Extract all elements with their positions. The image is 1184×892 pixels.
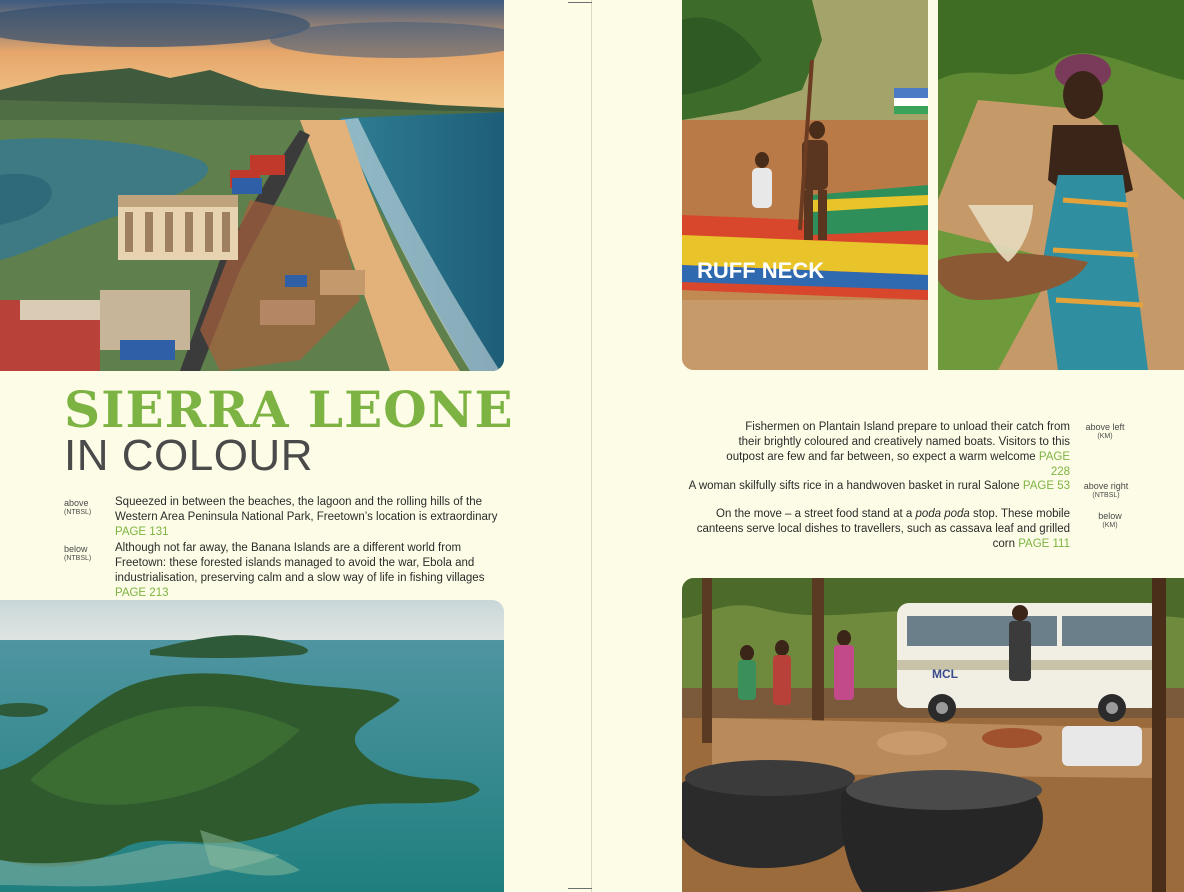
page-reference-link[interactable]: PAGE 213	[115, 587, 169, 599]
caption-body: Although not far away, the Banana Islands are a different world from Freetown: these forested islands managed to avoid the war, Ebola and industrialisation, preserving calm and a slow way of life in fishing villages	[115, 542, 485, 584]
caption-credit: (NTBSL)	[1092, 492, 1120, 499]
caption-text	[692, 507, 1070, 552]
caption-position: above right	[1083, 481, 1129, 491]
caption-position: above left	[1085, 422, 1125, 432]
caption-above	[0, 495, 592, 538]
caption-text	[115, 495, 505, 540]
caption-body: Squeezed in between the beaches, the lagoon and the rolling hills of the Western Area Peninsula National Park, Freetown’s location is extraordinary	[115, 496, 498, 523]
woman-sifting-rice-photo	[938, 0, 1184, 370]
caption-position-label	[1088, 511, 1132, 531]
street-food-stand-photo	[682, 578, 1184, 892]
caption-position-label	[1076, 481, 1136, 501]
caption-position-label	[64, 544, 91, 564]
page-reference-link[interactable]: PAGE 228	[1038, 451, 1070, 478]
caption-italic: poda poda	[915, 508, 970, 520]
caption-body-end: stop. These mobile canteens serve local dishes to travellers, such as cassava leaf and grilled corn	[696, 508, 1070, 550]
caption-text	[115, 541, 505, 601]
caption-body: Fishermen on Plantain Island prepare to unload their catch from their brightly coloured and creatively named boats. Visitors to this outpost are few and far between, so expect a warm welcome	[726, 421, 1070, 463]
caption-position: below	[1098, 511, 1122, 521]
fishermen-boat-photo	[682, 0, 928, 370]
caption-credit: (KM)	[1097, 433, 1113, 440]
caption-body: A woman skilfully sifts rice in a handwoven basket in rural Salone	[688, 480, 1020, 492]
caption-position: below	[64, 544, 88, 554]
caption-credit: (KM)	[1102, 522, 1118, 529]
caption-above-right	[592, 479, 1184, 503]
page-title: SIERRA LEONE	[64, 380, 514, 439]
right-page	[592, 0, 1184, 892]
van-lettering: MCL	[932, 667, 958, 681]
caption-credit: (NTBSL)	[64, 555, 92, 562]
caption-text	[722, 420, 1070, 480]
page-reference-link[interactable]: PAGE 111	[1018, 538, 1070, 550]
page-reference-link[interactable]: PAGE 53	[1022, 480, 1070, 492]
caption-position: above	[64, 498, 89, 508]
caption-position-label	[1082, 422, 1128, 442]
caption-below	[0, 541, 592, 599]
caption-above-left	[592, 420, 1184, 478]
boat-name-text: RUFF NECK	[697, 258, 825, 283]
caption-body-start: On the move – a street food stand at a	[716, 508, 916, 520]
page-reference-link[interactable]: PAGE 131	[115, 526, 169, 538]
caption-position-label	[64, 498, 91, 518]
caption-text	[672, 479, 1070, 494]
freetown-aerial-photo	[0, 0, 504, 371]
page-subtitle: IN COLOUR	[64, 431, 313, 480]
banana-islands-photo	[0, 600, 504, 892]
caption-credit: (NTBSL)	[64, 509, 92, 516]
caption-below	[592, 507, 1184, 550]
